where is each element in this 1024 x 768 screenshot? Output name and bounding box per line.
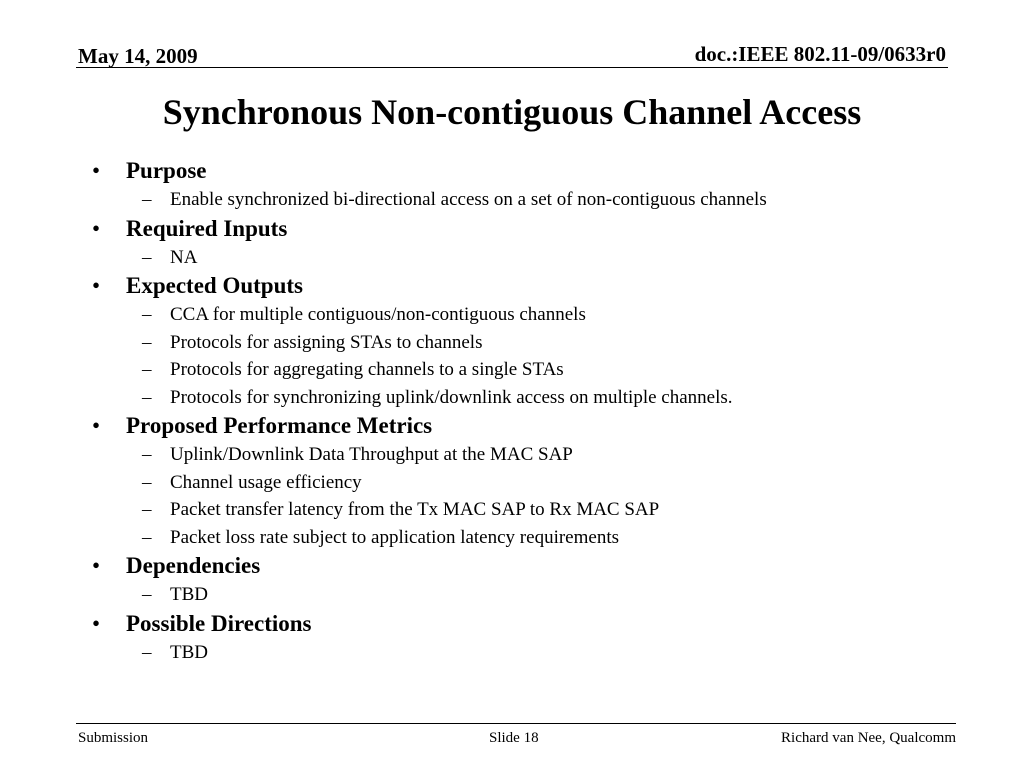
- bullet-heading: [92, 271, 972, 301]
- sub-item: [92, 524, 972, 552]
- header-date: May 14, 2009: [78, 44, 198, 68]
- sub-item: [92, 186, 972, 214]
- dash-mark: –: [142, 359, 152, 380]
- bullet-mark: •: [92, 273, 101, 298]
- sub-item-text: TBD: [170, 584, 208, 605]
- dash-mark: –: [142, 471, 152, 493]
- section-expected-outputs: [92, 271, 972, 411]
- bullet-heading-text: Dependencies: [126, 553, 261, 578]
- dash-mark: –: [142, 641, 152, 663]
- sub-item: [92, 469, 972, 497]
- sub-item-text: Protocols for assigning STAs to channels: [170, 331, 483, 353]
- bullet-heading-text: Required Inputs: [126, 215, 288, 241]
- footer-author: Richard van Nee, Qualcomm: [781, 730, 956, 746]
- dash-mark: –: [142, 386, 152, 408]
- sub-item-text: Channel usage efficiency: [170, 471, 362, 493]
- sub-item: [92, 301, 972, 329]
- sub-item-text: Packet transfer latency from the Tx MAC SAP to Rx MAC SAP: [170, 499, 660, 520]
- sub-item: [92, 581, 972, 609]
- bullet-heading: [92, 214, 972, 244]
- dash-mark: –: [142, 189, 152, 210]
- header-rule: [76, 67, 948, 68]
- sub-item: [92, 244, 972, 272]
- bullet-heading-text: Purpose: [126, 158, 207, 183]
- sub-item-text: Enable synchronized bi-directional access on a set of non-contiguous channels: [170, 189, 767, 210]
- slide-title: Synchronous Non-contiguous Channel Access: [162, 92, 862, 132]
- section-required-inputs: [92, 214, 972, 272]
- bullet-mark: •: [92, 158, 101, 183]
- bullet-mark: •: [92, 553, 101, 578]
- dash-mark: –: [142, 331, 152, 353]
- bullet-heading-text: Expected Outputs: [126, 273, 303, 298]
- section-possible-directions: [92, 609, 972, 667]
- sub-item-text: Protocols for synchronizing uplink/downlink access on multiple channels.: [170, 386, 733, 408]
- bullet-mark: •: [92, 413, 101, 438]
- bullet-heading: [92, 411, 972, 441]
- dash-mark: –: [142, 584, 152, 605]
- sub-item-text: Protocols for aggregating channels to a single STAs: [170, 359, 564, 380]
- sub-item-text: NA: [170, 246, 198, 268]
- dash-mark: –: [142, 304, 152, 325]
- slide-content: [92, 156, 972, 666]
- section-purpose: [92, 156, 972, 214]
- section-performance-metrics: [92, 411, 972, 551]
- sub-item-text: TBD: [170, 641, 208, 663]
- bullet-mark: •: [92, 610, 101, 636]
- footer-submission: Submission: [78, 730, 149, 746]
- sub-item: [92, 639, 972, 667]
- bullet-mark: •: [92, 215, 101, 241]
- bullet-heading: [92, 551, 972, 581]
- sub-item-text: CCA for multiple contiguous/non-contiguous channels: [170, 304, 586, 325]
- sub-item: [92, 356, 972, 384]
- dash-mark: –: [142, 246, 152, 268]
- bullet-heading-text: Possible Directions: [126, 610, 312, 636]
- dash-mark: –: [142, 499, 152, 520]
- dash-mark: –: [142, 444, 152, 465]
- dash-mark: –: [142, 526, 152, 548]
- bullet-heading-text: Proposed Performance Metrics: [126, 413, 433, 438]
- footer-rule: [76, 723, 956, 724]
- bullet-heading: [92, 609, 972, 639]
- sub-item-text: Uplink/Downlink Data Throughput at the MAC SAP: [170, 444, 573, 465]
- sub-item-text: Packet loss rate subject to application latency requirements: [170, 526, 619, 548]
- header-doc-id: doc.:IEEE 802.11-09/0633r0: [694, 42, 946, 66]
- bullet-heading: [92, 156, 972, 186]
- sub-item: [92, 441, 972, 469]
- sub-item: [92, 496, 972, 524]
- footer-slide-number: Slide 18: [489, 730, 539, 746]
- section-dependencies: [92, 551, 972, 609]
- sub-item: [92, 384, 972, 412]
- sub-item: [92, 329, 972, 357]
